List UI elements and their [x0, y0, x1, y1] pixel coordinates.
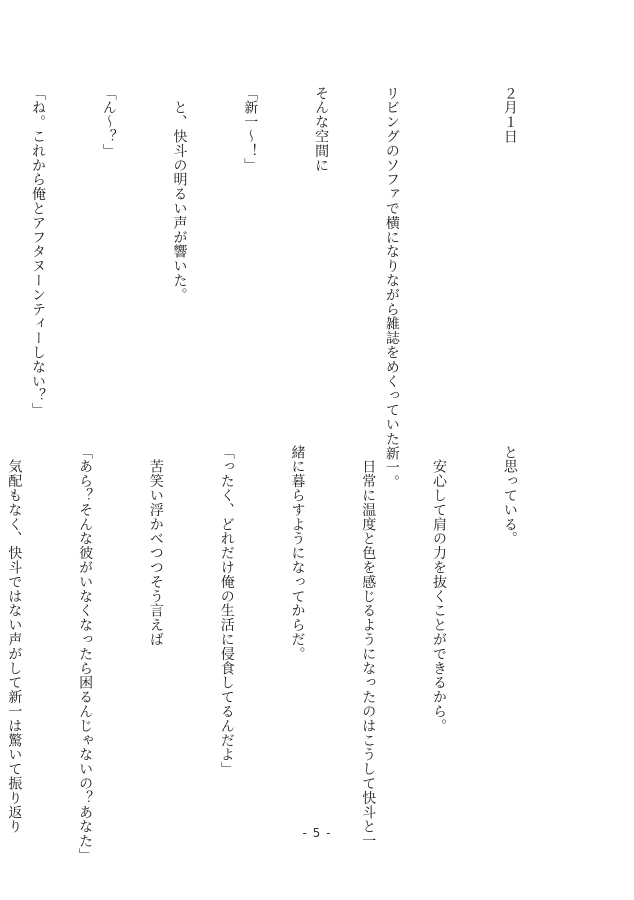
- text-line: 「ったく、どれだけ俺の生活に侵食してるんだよ」: [218, 445, 235, 777]
- text-line: 「新一～！」: [242, 86, 259, 173]
- text-line: 「ん～？」: [100, 86, 117, 158]
- text-line: 「あら？そんな彼がいなくなったら困るんじゃないの？あなた」: [77, 445, 94, 863]
- text-line: と思っている。: [501, 445, 518, 546]
- text-line: 安心して肩の力を抜くことができるから。: [431, 445, 448, 733]
- page-number: - 5 -: [302, 826, 332, 840]
- upper-text-block: [0, 86, 568, 490]
- text-line: 日常に温度と色を感じるようになったのはこうして快斗と一: [360, 445, 377, 849]
- text-line: リビングのソファで横になりながら雑誌をめくっていた新一。: [383, 86, 400, 490]
- text-line: と、快斗の明るい声が響いた。: [171, 86, 188, 302]
- date-heading: ２月１日: [501, 86, 518, 144]
- text-line: 「ね。これから俺とアフタヌーンティーしない？」: [29, 86, 46, 418]
- text-line: 気配もなく、快斗ではない声がして新一は驚いて振り返り: [6, 445, 23, 834]
- lower-text-block: [0, 445, 568, 863]
- text-line: そんな空間に: [313, 86, 330, 173]
- text-line: 苦笑い浮かべつつそう言えば: [147, 445, 164, 647]
- text-line: 緒に暮らすようになってからだ。: [289, 445, 306, 661]
